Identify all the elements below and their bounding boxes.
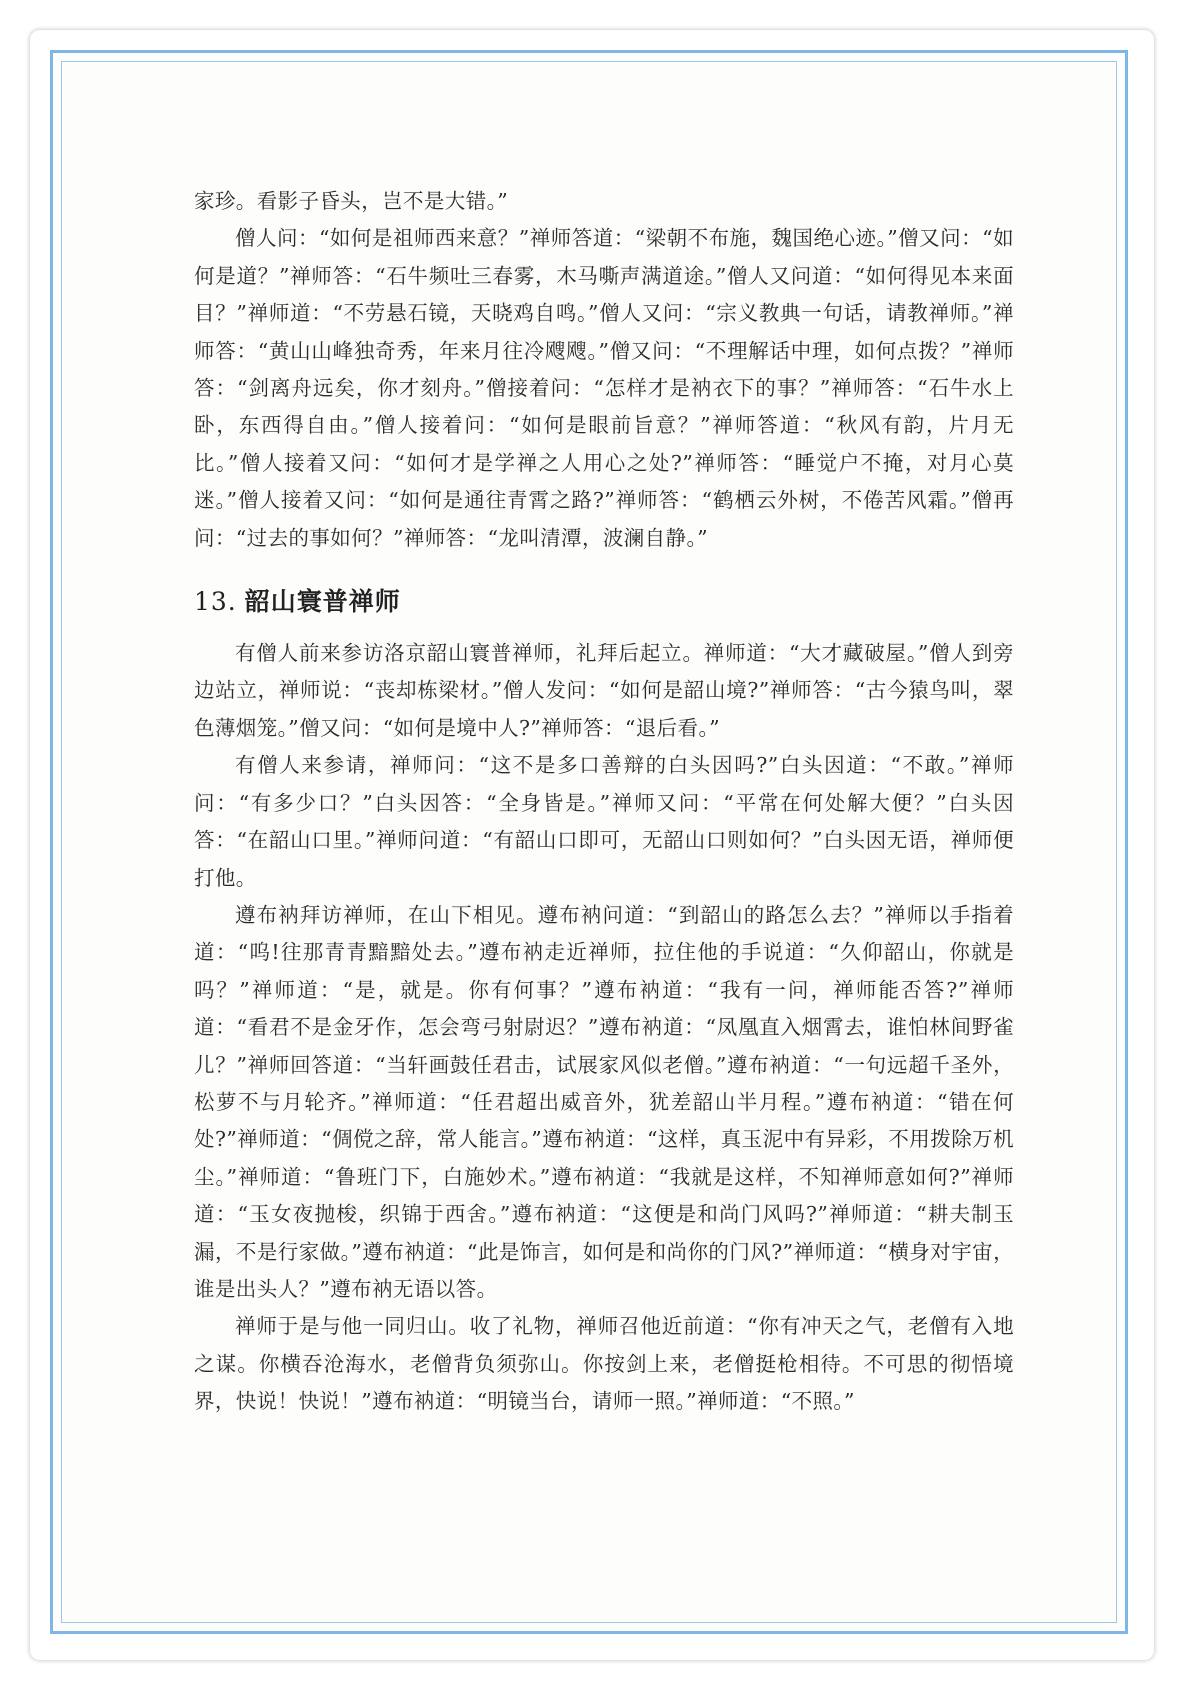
paragraph: 有僧人前来参访洛京韶山寰普禅师，礼拜后起立。禅师道：“大才藏破屋。”僧人到旁边站立，禅师说：“丧却栋梁材。”僧人发问：“如何是韶山境?”禅师答：“古今猿鸟叫，翠色薄烟笼。”僧又问：“如何是境中人?”禅师答：“退后看。” xyxy=(194,641,1014,740)
paragraph: 有僧人来参请，禅师问：“这不是多口善辩的白头因吗?”白头因道：“不敢。”禅师问：“有多少口？”白头因答：“全身皆是。”禅师又问：“平常在何处解大便？”白头因答：“在韶山口里。”禅师问道：“有韶山口即可，无韶山口则如何？”白头因无语，禅师便打他。 xyxy=(194,753,1014,890)
section-heading xyxy=(194,585,1014,619)
section-number: 13. xyxy=(194,587,237,617)
paragraph-continuation: 家珍。看影子昏头，岂不是大错。” xyxy=(194,189,509,213)
paragraph: 遵布衲拜访禅师，在山下相见。遵布衲问道：“到韶山的路怎么去？”禅师以手指着道：“呜!往那青青黯黯处去。”遵布衲走近禅师，拉住他的手说道：“久仰韶山，你就是吗？”禅师道：“是，就是。你有何事？”遵布衲道：“我有一问，禅师能否答?”禅师道：“看君不是金牙作，怎会弯弓射尉迟？”遵布衲道：“凤凰直入烟霄去，谁怕林间野雀儿？”禅师回答道：“当轩画鼓任君击，试展家风似老僧。”遵布衲道：“一句远超千圣外，松萝不与月轮齐。”禅师道：“任君超出威音外，犹差韶山半月程。”遵布衲道：“错在何处?”禅师道：“倜傥之辞，常人能言。”遵布衲道：“这样，真玉泥中有异彩，不用拨除万机尘。”禅师道：“鲁班门下，白施妙术。”遵布衲道：“我就是这样，不知禅师意如何?”禅师道：“玉女夜抛梭，织锦于西舍。”遵布衲道：“这便是和尚门风吗?”禅师道：“耕夫制玉漏，不是行家做。”遵布衲道：“此是饰言，如何是和尚你的门风?”禅师道：“横身对宇宙，谁是出头人？”遵布衲无语以答。 xyxy=(194,902,1014,1301)
paragraph-dialogue: 僧人问：“如何是祖师西来意？”禅师答道：“梁朝不布施，魏国绝心迹。”僧又问：“如何是道？”禅师答：“石牛频吐三春雾，木马嘶声满道途。”僧人又问道：“如何得见本来面目？”禅师道：“不劳悬石镜，天晓鸡自鸣。”僧人又问：“宗义教典一句话，请教禅师。”禅师答：“黄山山峰独奇秀，年来月往冷飕飕。”僧又问：“不理解话中理，如何点拨？”禅师答：“剑离舟远矣，你才刻舟。”僧接着问：“怎样才是衲衣下的事？”禅师答：“石牛水上卧，东西得自由。”僧人接着问：“如何是眼前旨意？”禅师答道：“秋风有韵，片月无比。”僧人接着又问：“如何才是学禅之人用心之处?”禅师答：“睡觉户不掩，对月心莫迷。”僧人接着又问：“如何是通往青霄之路?”禅师答：“鹤栖云外树，不倦苦风霜。”僧再问：“过去的事如何？”禅师答：“龙叫清潭，波澜自静。” xyxy=(194,226,1014,550)
page-body xyxy=(194,183,1014,1421)
paragraph: 禅师于是与他一同归山。收了礼物，禅师召他近前道：“你有冲天之气，老僧有入地之谋。你横吞沧海水，老僧背负须弥山。你按剑上来，老僧挺枪相待。不可思的彻悟境界，快说！快说！”遵布衲道：“明镜当台，请师一照。”禅师道：“不照。” xyxy=(194,1314,1014,1414)
section-title: 韶山寰普禅师 xyxy=(244,587,401,617)
